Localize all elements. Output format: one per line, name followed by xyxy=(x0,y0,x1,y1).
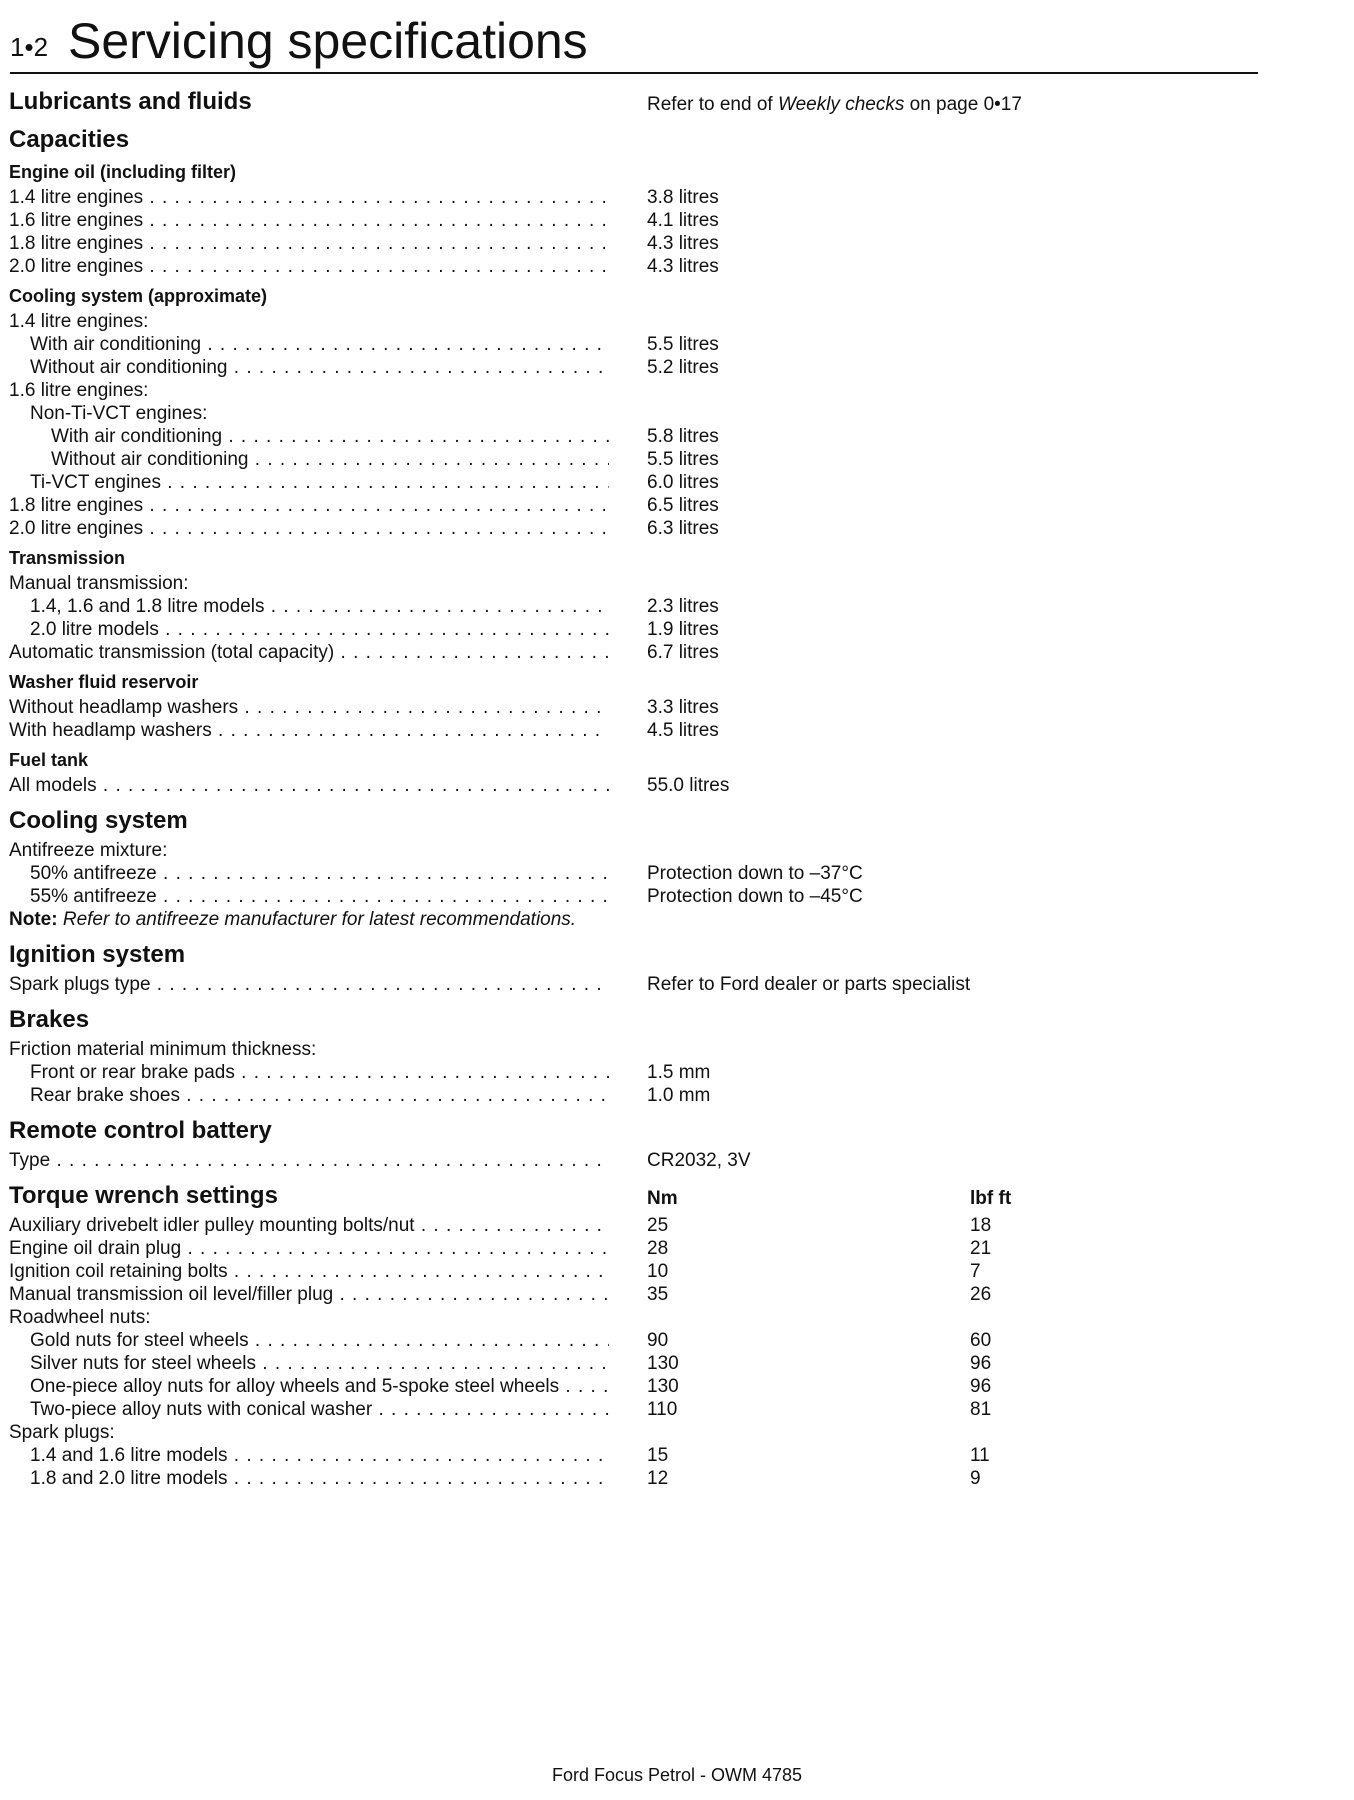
torque-row: 1.8 and 2.0 litre models . . . 12 9 xyxy=(9,1467,1259,1490)
torque-row: 1.4 and 1.6 litre models . . . 15 11 xyxy=(9,1444,1259,1467)
spec-group-label: Roadwheel nuts: xyxy=(9,1307,151,1328)
spec-row: All models . . . 55.0 litres xyxy=(9,774,1259,797)
torque-row: One-piece alloy nuts for alloy wheels and 5-spoke steel wheels . . . 130 96 xyxy=(9,1375,1259,1398)
spec-row: 1.8 litre engines . . . 6.5 litres xyxy=(9,494,1259,517)
spec-row: Rear brake shoes . . . 1.0 mm xyxy=(9,1084,1259,1107)
column-header-lbf-ft: lbf ft xyxy=(970,1188,1012,1209)
page-title: Servicing specifications xyxy=(68,13,588,69)
spec-row: 2.0 litre engines . . . 6.3 litres xyxy=(9,517,1259,540)
spec-row: 50% antifreeze . . . Protection down to –37°C xyxy=(9,862,1259,885)
page-number: 1•2 xyxy=(10,32,49,62)
spec-row: 2.0 litre models . . . 1.9 litres xyxy=(9,618,1259,641)
spec-row: With air conditioning . . . 5.8 litres xyxy=(9,425,1259,448)
lubricants-reference: Refer to end of Weekly checks on page 0•17 xyxy=(647,94,1022,115)
section-lubricants xyxy=(9,88,1259,116)
antifreeze-note: Note: Refer to antifreeze manufacturer for latest recommendations. xyxy=(9,909,577,930)
torque-row: Auxiliary drivebelt idler pulley mounting bolts/nut . . . 25 18 xyxy=(9,1214,1259,1237)
page-header xyxy=(10,6,1258,74)
spec-row: 1.4, 1.6 and 1.8 litre models . . . 2.3 litres xyxy=(9,595,1259,618)
spec-row: Type . . . CR2032, 3V xyxy=(9,1149,1259,1172)
section-brakes: Brakes xyxy=(9,1006,90,1033)
torque-row: Gold nuts for steel wheels . . . 90 60 xyxy=(9,1329,1259,1352)
spec-row: Without air conditioning . . . 5.2 litres xyxy=(9,356,1259,379)
subsection-transmission: Transmission xyxy=(9,548,126,568)
spec-group-label: Antifreeze mixture: xyxy=(9,840,168,861)
torque-row: Engine oil drain plug . . . 28 21 xyxy=(9,1237,1259,1260)
subsection-fuel-tank: Fuel tank xyxy=(9,750,89,770)
spec-row: 1.6 litre engines . . . 4.1 litres xyxy=(9,209,1259,232)
spec-group-label: 1.6 litre engines: xyxy=(9,380,149,401)
spec-row: 55% antifreeze . . . Protection down to –45°C xyxy=(9,885,1259,908)
spec-row: With headlamp washers . . . 4.5 litres xyxy=(9,719,1259,742)
spec-content xyxy=(9,80,1259,1490)
subsection-cooling-capacity: Cooling system (approximate) xyxy=(9,286,268,306)
spec-row: Front or rear brake pads . . . 1.5 mm xyxy=(9,1061,1259,1084)
spec-row: 1.8 litre engines . . . 4.3 litres xyxy=(9,232,1259,255)
section-torque: Torque wrench settings Nm lbf ft xyxy=(9,1182,1259,1210)
spec-row: 2.0 litre engines . . . 4.3 litres xyxy=(9,255,1259,278)
section-ignition: Ignition system xyxy=(9,941,186,968)
spec-group-label: 1.4 litre engines: xyxy=(9,311,149,332)
spec-row: Spark plugs type . . . Refer to Ford dealer or parts specialist xyxy=(9,973,1259,996)
torque-row: Ignition coil retaining bolts . . . 10 7 xyxy=(9,1260,1259,1283)
spec-group-label: Manual transmission: xyxy=(9,573,189,594)
spec-row: Automatic transmission (total capacity) . . . 6.7 litres xyxy=(9,641,1259,664)
spec-row: With air conditioning . . . 5.5 litres xyxy=(9,333,1259,356)
section-capacities: Capacities xyxy=(9,126,130,153)
spec-group-label: Spark plugs: xyxy=(9,1422,115,1443)
torque-row: Silver nuts for steel wheels . . . 130 96 xyxy=(9,1352,1259,1375)
spec-group-label: Non-Ti-VCT engines: xyxy=(30,403,208,424)
spec-row: Ti-VCT engines . . . 6.0 litres xyxy=(9,471,1259,494)
spec-row: Without headlamp washers . . . 3.3 litres xyxy=(9,696,1259,719)
subsection-engine-oil: Engine oil (including filter) xyxy=(9,162,236,182)
torque-row: Two-piece alloy nuts with conical washer . . . 110 81 xyxy=(9,1398,1259,1421)
page-footer: Ford Focus Petrol - OWM 4785 xyxy=(551,1765,803,1785)
torque-row: Manual transmission oil level/filler plug . . . 35 26 xyxy=(9,1283,1259,1306)
spec-row: Without air conditioning . . . 5.5 litres xyxy=(9,448,1259,471)
section-heading: Lubricants and fluids xyxy=(9,88,252,115)
column-header-nm: Nm xyxy=(647,1188,678,1209)
spec-group-label: Friction material minimum thickness: xyxy=(9,1039,317,1060)
subsection-washer: Washer fluid reservoir xyxy=(9,672,199,692)
section-remote-battery: Remote control battery xyxy=(9,1117,272,1144)
spec-row: 1.4 litre engines . . . 3.8 litres xyxy=(9,186,1259,209)
section-cooling-system: Cooling system xyxy=(9,807,188,834)
